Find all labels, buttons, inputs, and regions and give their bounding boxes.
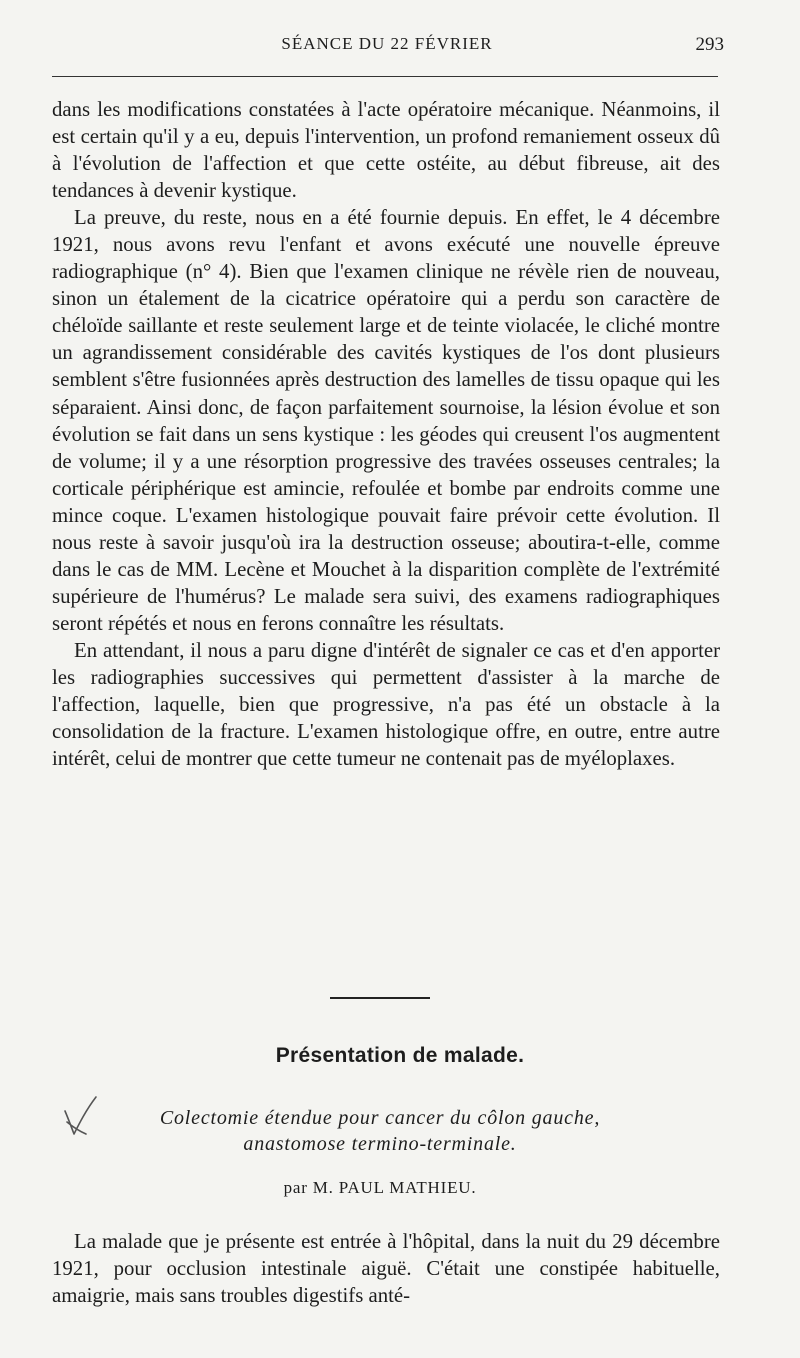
header-rule	[52, 76, 718, 77]
section-title: Présentation de malade.	[275, 1044, 525, 1067]
paragraph: La malade que je présente est entrée à l'hôpital, dans la nuit du 29 décembre 1921, pour occlusion intestinale aiguë. C'était une constipée habituelle, amaigrie, mais sans troubles digestifs anté-	[52, 1230, 720, 1308]
paragraph: En attendant, il nous a paru digne d'intérêt de signaler ce cas et d'en apporter les radiographies successives qui permettent d'assister à la marche de l'affection, laquelle, bien que progressive, n'a pas été un obstacle à la consolidation de la fracture. L'examen histologique offre, en outre, entre autre intérêt, celui de montrer que cette tumeur ne contenait pas de myéloplaxes.	[52, 638, 720, 771]
page-number: 293	[695, 34, 724, 55]
body-text	[52, 96, 720, 772]
page-header	[50, 34, 724, 60]
running-title: SÉANCE DU 22 FÉVRIER	[281, 34, 493, 53]
subtitle-line: Colectomie étendue pour cancer du côlon gauche,	[159, 1107, 601, 1129]
author-byline: par M. PAUL MATHIEU.	[283, 1178, 477, 1197]
article-subtitle	[0, 1105, 760, 1157]
section-divider	[330, 997, 430, 999]
paragraph: La preuve, du reste, nous en a été fournie depuis. En effet, le 4 décembre 1921, nous avons revu l'enfant et avons exécuté une nouvelle épreuve radiographique (n° 4). Bien que l'examen clinique ne révèle rien de nouveau, sinon un étalement de la cicatrice opératoire qui a perdu son caractère de chéloïde saillante et reste seulement large et de teinte violacée, le cliché montre un agrandissement considérable des cavités kystiques de l'os dont plusieurs semblent s'être fusionnées après destruction des lamelles de tissu opaque qui les séparaient. Ainsi donc, de façon parfaitement sournoise, la lésion évolue et son évolution se fait dans un sens kystique : les géodes qui creusent l'os augmentent de volume; il y a une résorption progressive des travées osseuses centrales; la corticale périphérique est amincie, refoulée et bombe par endroits comme une mince coque. L'examen histologique pouvait faire prévoir cette évolution. Il nous reste à savoir jusqu'où ira la destruction osseuse; aboutira-t-elle, comme dans le cas de MM. Lecène et Mouchet à la disparition complète de l'extrémité supérieure de l'humérus? Le malade sera suivi, des examens radiographiques seront répétés et nous en ferons connaître les résultats.	[52, 206, 720, 635]
subtitle-line: anastomose termino-terminale.	[243, 1133, 517, 1155]
paragraph-continued: dans les modifications constatées à l'acte opératoire mécanique. Néanmoins, il est certain qu'il y a eu, depuis l'intervention, un profond remaniement osseux dû à l'évolution de l'affection et que cette ostéite, au début fibreuse, ait des tendances à devenir kystique.	[52, 98, 720, 203]
section-body-text	[52, 1228, 720, 1309]
